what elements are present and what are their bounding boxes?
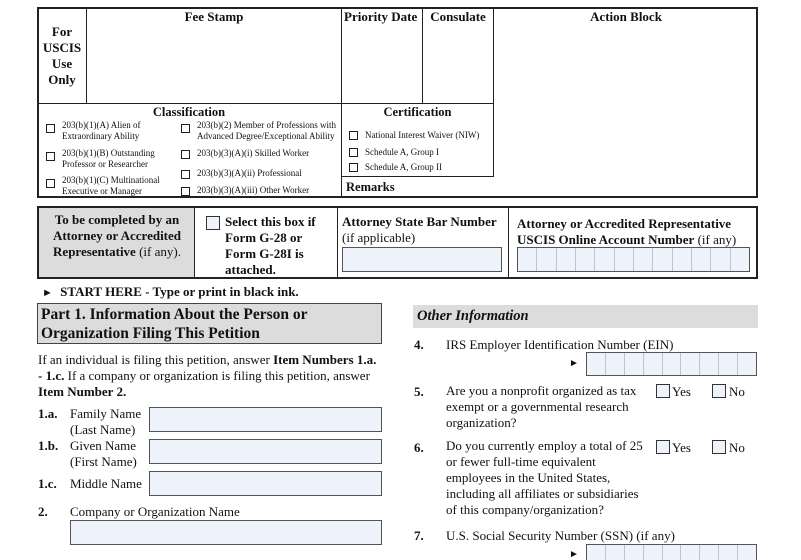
- action-block-heading: Action Block: [590, 9, 662, 24]
- classification-checkbox[interactable]: [181, 124, 190, 133]
- certification-option: Schedule A, Group I: [365, 147, 439, 157]
- middle-name-input[interactable]: [149, 471, 382, 496]
- question-number: 7.: [414, 528, 424, 543]
- employees-yes-checkbox[interactable]: [656, 440, 670, 454]
- classification-option: 203(b)(1)(A) Alien of Extraordinary Ability: [62, 120, 141, 141]
- instructions-items2: Item Number 2.: [38, 384, 127, 399]
- question-number: 6.: [414, 440, 424, 455]
- classification-checkbox[interactable]: [181, 170, 190, 179]
- fee-stamp-heading: Fee Stamp: [184, 9, 244, 24]
- uscis-account-input[interactable]: [517, 247, 750, 272]
- divider: [508, 208, 509, 277]
- field-number: 2.: [38, 504, 48, 519]
- certification-checkbox[interactable]: [349, 131, 358, 140]
- family-name-label: Family Name (Last Name): [70, 406, 142, 437]
- divider: [341, 176, 494, 177]
- nonprofit-question: Are you a nonprofit organized as tax exempt or a governmental research organization?: [446, 383, 637, 430]
- classification-checkbox[interactable]: [181, 150, 190, 159]
- part1-title: Part 1. Information About the Person or Organization Filing This Petition: [37, 303, 382, 344]
- g28-attached-checkbox[interactable]: [206, 216, 220, 230]
- employees-no-checkbox[interactable]: [712, 440, 726, 454]
- classification-checkbox[interactable]: [46, 179, 55, 188]
- ssn-arrow: ►: [569, 549, 579, 560]
- divider: [337, 208, 338, 277]
- remarks-heading: Remarks: [346, 180, 395, 194]
- middle-name-label: Middle Name: [70, 476, 142, 491]
- classification-checkbox[interactable]: [46, 124, 55, 133]
- bar-number-input[interactable]: [342, 247, 502, 272]
- bar-number-label: Attorney State Bar Number: [342, 214, 497, 229]
- uscis-account-label: [517, 216, 757, 248]
- attorney-instruction: [42, 212, 192, 260]
- consulate-heading: Consulate: [430, 9, 486, 24]
- start-here-arrow: ►: [42, 287, 53, 299]
- company-name-input[interactable]: [70, 520, 382, 545]
- given-name-label: Given Name (First Name): [70, 438, 137, 469]
- certification-heading: Certification: [383, 105, 452, 119]
- ein-input[interactable]: [586, 352, 757, 376]
- certification-option: Schedule A, Group II: [365, 162, 442, 172]
- employees-no-label: No: [729, 440, 745, 455]
- start-here-text: START HERE - Type or print in black ink.: [60, 284, 299, 299]
- employees-yes-label: Yes: [672, 440, 691, 455]
- priority-date-heading: Priority Date: [344, 9, 418, 24]
- ein-arrow: ►: [569, 358, 579, 369]
- classification-option: 203(b)(1)(C) Multinational Executive or Manager: [62, 175, 160, 196]
- family-name-input[interactable]: [149, 407, 382, 432]
- instructions-items1: Item Numbers 1.a. - 1.c.: [38, 352, 377, 383]
- classification-checkbox[interactable]: [46, 152, 55, 161]
- field-number: 1.c.: [38, 476, 57, 491]
- instructions-mid: If a company or organization is filing this petition, answer: [64, 368, 370, 383]
- classification-option: 203(b)(1)(B) Outstanding Professor or Researcher: [62, 148, 155, 169]
- start-here: [42, 284, 299, 301]
- instructions-pre: If an individual is filing this petition, answer: [38, 352, 274, 367]
- nonprofit-no-label: No: [729, 384, 745, 399]
- employees-question: Do you currently employ a total of 25 or fewer full-time equivalent employees in the United States, including all affiliates or subsidiaries of this company/organization?: [446, 438, 643, 517]
- uscis-account-sub: (if any): [697, 232, 737, 247]
- classification-option: 203(b)(3)(A)(iii) Other Worker: [197, 185, 310, 195]
- certification-checkbox[interactable]: [349, 148, 358, 157]
- nonprofit-no-checkbox[interactable]: [712, 384, 726, 398]
- divider: [493, 7, 494, 177]
- other-info-title: Other Information: [413, 305, 758, 328]
- certification-option: National Interest Waiver (NIW): [365, 130, 480, 140]
- g28-select-label: Select this box if Form G-28 or Form G-28I is attached.: [225, 214, 316, 277]
- divider: [37, 103, 494, 104]
- nonprofit-yes-label: Yes: [672, 384, 691, 399]
- attorney-if-any: (if any).: [139, 244, 181, 259]
- question-number: 4.: [414, 337, 424, 352]
- company-name-label: Company or Organization Name: [70, 504, 240, 519]
- part1-instructions: [38, 352, 378, 400]
- nonprofit-yes-checkbox[interactable]: [656, 384, 670, 398]
- classification-heading: Classification: [152, 105, 226, 119]
- field-number: 1.b.: [38, 438, 59, 453]
- given-name-input[interactable]: [149, 439, 382, 464]
- classification-option: 203(b)(3)(A)(i) Skilled Worker: [197, 148, 310, 158]
- for-uscis-label: For USCIS Use Only: [42, 24, 82, 87]
- ssn-label: U.S. Social Security Number (SSN) (if any): [446, 528, 675, 543]
- ein-label: IRS Employer Identification Number (EIN): [446, 337, 674, 352]
- field-number: 1.a.: [38, 406, 58, 421]
- classification-option: 203(b)(2) Member of Professions with Advanced Degree/Exceptional Ability: [197, 120, 336, 141]
- classification-option: 203(b)(3)(A)(ii) Professional: [197, 168, 302, 178]
- ssn-input[interactable]: [586, 544, 757, 560]
- bar-number-sub: (if applicable): [342, 230, 416, 245]
- classification-checkbox[interactable]: [181, 187, 190, 196]
- question-number: 5.: [414, 384, 424, 399]
- uscis-account-label-text: Attorney or Accredited Representative USCIS Online Account Number: [517, 216, 732, 247]
- certification-checkbox[interactable]: [349, 163, 358, 172]
- attorney-instruction-text: To be completed by an Attorney or Accredited Representative: [52, 212, 182, 259]
